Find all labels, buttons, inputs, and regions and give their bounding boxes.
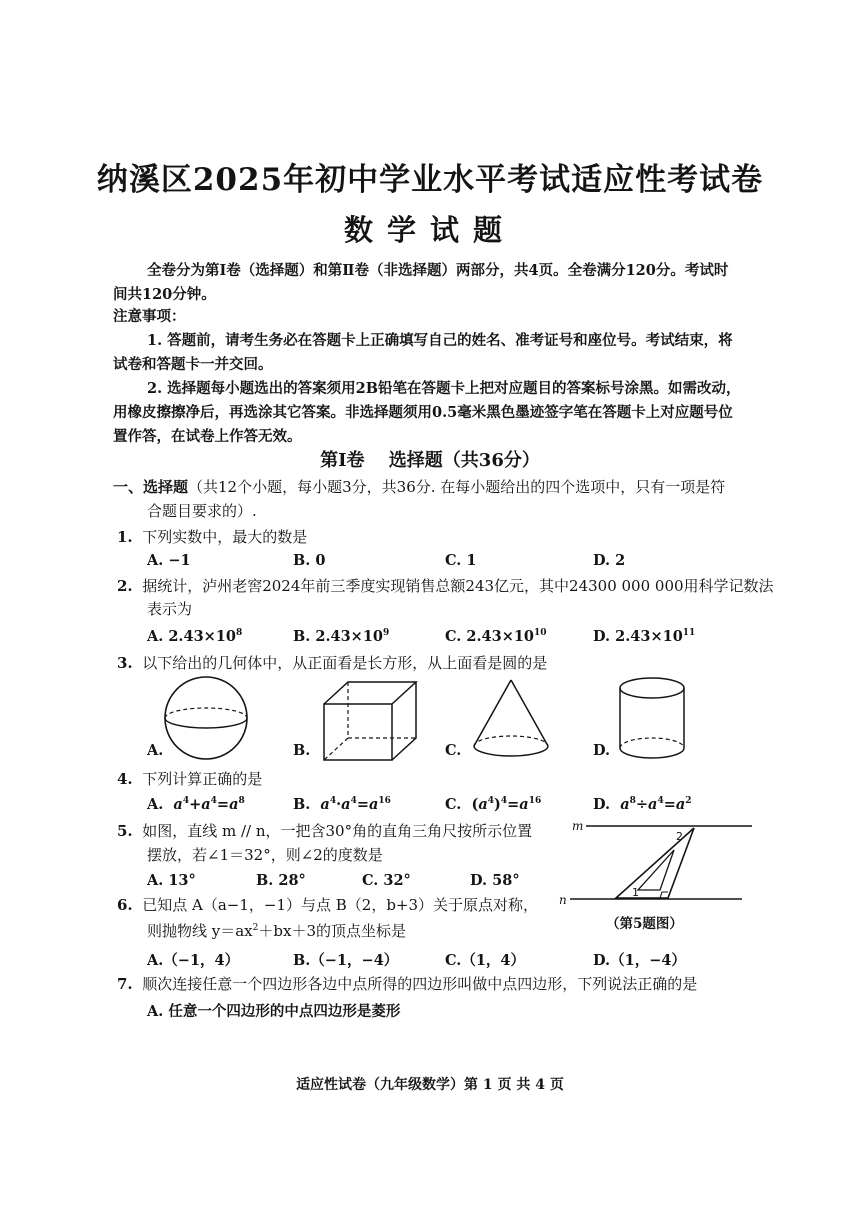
question-1 bbox=[117, 528, 307, 546]
note-1-line-1: 1. 答题前，请考生务必在答题卡上正确填写自己的姓名、准考证号和座位号。考试结束，将 bbox=[147, 332, 733, 349]
q4-option-d-label: D. bbox=[593, 796, 611, 813]
question-7-number: 7. bbox=[117, 975, 133, 993]
q1-option-d: D. 2 bbox=[593, 552, 626, 569]
q6-stem2-post: ＋bx＋3的顶点坐标是 bbox=[258, 922, 406, 940]
figure-label-n: n bbox=[559, 893, 567, 907]
exam-title: 纳溪区2025年初中学业水平考试适应性考试卷 bbox=[96, 162, 764, 198]
note-1-line-2: 试卷和答题卡一并交回。 bbox=[113, 356, 273, 373]
question-6 bbox=[117, 896, 538, 914]
q2-option-a-base: A. 2.43×10 bbox=[147, 628, 236, 645]
q6-option-c: C.（1，4） bbox=[445, 952, 526, 969]
question-4 bbox=[117, 770, 262, 788]
q4-option-a-label: A. bbox=[147, 796, 164, 813]
question-2 bbox=[117, 577, 774, 595]
question-2-number: 2. bbox=[117, 577, 133, 595]
section-heading: 第Ⅰ卷 选择题（共36分） bbox=[320, 450, 540, 471]
q2-option-d-exp: 11 bbox=[682, 628, 696, 638]
cone-figure bbox=[470, 676, 556, 766]
q4-option-d: D. $a^8\div a^4=a^2$ bbox=[593, 796, 692, 813]
cylinder-figure bbox=[616, 676, 692, 766]
q2-option-a bbox=[147, 628, 242, 645]
q2-option-c-exp: 10 bbox=[534, 628, 547, 638]
q2-option-b-base: B. 2.43×10 bbox=[293, 628, 383, 645]
q4-option-a: A. $a^4+a^4=a^8$ bbox=[147, 796, 245, 813]
question-4-stem: 下列计算正确的是 bbox=[142, 770, 263, 788]
question-3-stem: 以下给出的几何体中，从正面看是长方形，从上面看是圆的是 bbox=[142, 654, 548, 672]
question-7 bbox=[117, 975, 697, 993]
question-5-number: 5. bbox=[117, 822, 133, 840]
part-label: 一、选择题 bbox=[113, 478, 189, 496]
q4-option-b-label: B. bbox=[293, 796, 311, 813]
q5-option-d: D. 58° bbox=[470, 872, 520, 889]
question-2-stem-2: 表示为 bbox=[147, 600, 193, 618]
part-desc-2: 合题目要求的）. bbox=[147, 502, 257, 520]
q1-option-c: C. 1 bbox=[445, 552, 477, 569]
cube-figure bbox=[318, 680, 428, 766]
question-5 bbox=[117, 822, 532, 840]
q7-option-a: A. 任意一个四边形的中点四边形是菱形 bbox=[147, 1003, 401, 1020]
q5-option-b: B. 28° bbox=[256, 872, 306, 889]
q2-option-c-base: C. 2.43×10 bbox=[445, 628, 535, 645]
q2-option-c bbox=[445, 628, 547, 645]
subject-title: 数学试题 bbox=[343, 213, 516, 247]
question-6-stem-1: 已知点 A（a−1，−1）与点 B（2，b+3）关于原点对称， bbox=[142, 896, 539, 914]
q4-option-c-label: C. bbox=[445, 796, 462, 813]
question-3 bbox=[117, 654, 547, 672]
figure-label-m: m bbox=[572, 819, 584, 833]
intro-line-2: 间共120分钟。 bbox=[113, 286, 216, 303]
part-desc-1: （共12个小题，每小题3分，共36分. 在每小题给出的四个选项中，只有一项是符 bbox=[188, 478, 726, 496]
sphere-figure bbox=[160, 676, 256, 762]
q6-option-a: A.（−1，4） bbox=[147, 952, 240, 969]
q2-option-a-exp: 8 bbox=[236, 628, 243, 638]
q6-stem2-pre: 则抛物线 y＝ax bbox=[147, 922, 253, 940]
q2-option-b bbox=[293, 628, 389, 645]
q3-option-b: B. bbox=[293, 742, 311, 759]
question-1-stem: 下列实数中，最大的数是 bbox=[142, 528, 308, 546]
q4-option-b: B. $a^4\cdot a^4=a^{16}$ bbox=[293, 796, 391, 813]
question-5-stem-1: 如图，直线 m // n，一把含30°角的直角三角尺按所示位置 bbox=[142, 822, 533, 840]
q3-option-a: A. bbox=[147, 742, 164, 759]
q5-option-a: A. 13° bbox=[147, 872, 196, 889]
q3-option-d: D. bbox=[593, 742, 611, 759]
question-6-number: 6. bbox=[117, 896, 133, 914]
q1-option-a: A. −1 bbox=[147, 552, 191, 569]
note-2-line-2: 用橡皮擦擦净后，再选涂其它答案。非选择题须用0.5毫米黑色墨迹签字笔在答题卡上对应题号位 bbox=[113, 404, 733, 421]
triangle-ruler-figure bbox=[556, 814, 756, 910]
q5-option-c: C. 32° bbox=[362, 872, 411, 889]
note-2-line-3: 置作答，在试卷上作答无效。 bbox=[113, 428, 302, 445]
q1-option-b: B. 0 bbox=[293, 552, 326, 569]
intro-line-1: 全卷分为第Ⅰ卷（选择题）和第Ⅱ卷（非选择题）两部分，共4页。全卷满分120分。考试时 bbox=[147, 262, 729, 279]
q3-option-c: C. bbox=[445, 742, 462, 759]
q6-option-b: B.（−1，−4） bbox=[293, 952, 399, 969]
q6-stem2-exp: 2 bbox=[252, 923, 259, 933]
q2-option-d-base: D. 2.43×10 bbox=[593, 628, 683, 645]
figure-angle-2: 2 bbox=[676, 830, 683, 843]
figure-angle-1: 1 bbox=[632, 886, 639, 899]
q6-option-d: D.（1，−4） bbox=[593, 952, 686, 969]
question-5-stem-2: 摆放，若∠1＝32°，则∠2的度数是 bbox=[147, 846, 383, 864]
note-2-line-1: 2. 选择题每小题选出的答案须用2B铅笔在答题卡上把对应题目的答案标号涂黑。如需改动， bbox=[147, 380, 741, 397]
question-6-stem-2 bbox=[147, 922, 406, 940]
question-4-number: 4. bbox=[117, 770, 133, 788]
question-7-stem: 顺次连接任意一个四边形各边中点所得的四边形叫做中点四边形，下列说法正确的是 bbox=[142, 975, 698, 993]
q4-option-c: C. $(a^4)^4=a^{16}$ bbox=[445, 796, 542, 813]
notes-heading: 注意事项： bbox=[113, 308, 186, 325]
question-3-number: 3. bbox=[117, 654, 133, 672]
q2-option-d bbox=[593, 628, 695, 645]
q2-option-b-exp: 9 bbox=[383, 628, 390, 638]
page-footer: 适应性试卷（九年级数学）第 1 页 共 4 页 bbox=[296, 1077, 564, 1093]
question-1-number: 1. bbox=[117, 528, 133, 546]
question-2-stem-1: 据统计，泸州老窖2024年前三季度实现销售总额243亿元，其中24300 000 000用科学记数法 bbox=[142, 577, 774, 595]
figure-caption: （第5题图） bbox=[606, 916, 683, 932]
part-one-intro bbox=[113, 478, 725, 496]
